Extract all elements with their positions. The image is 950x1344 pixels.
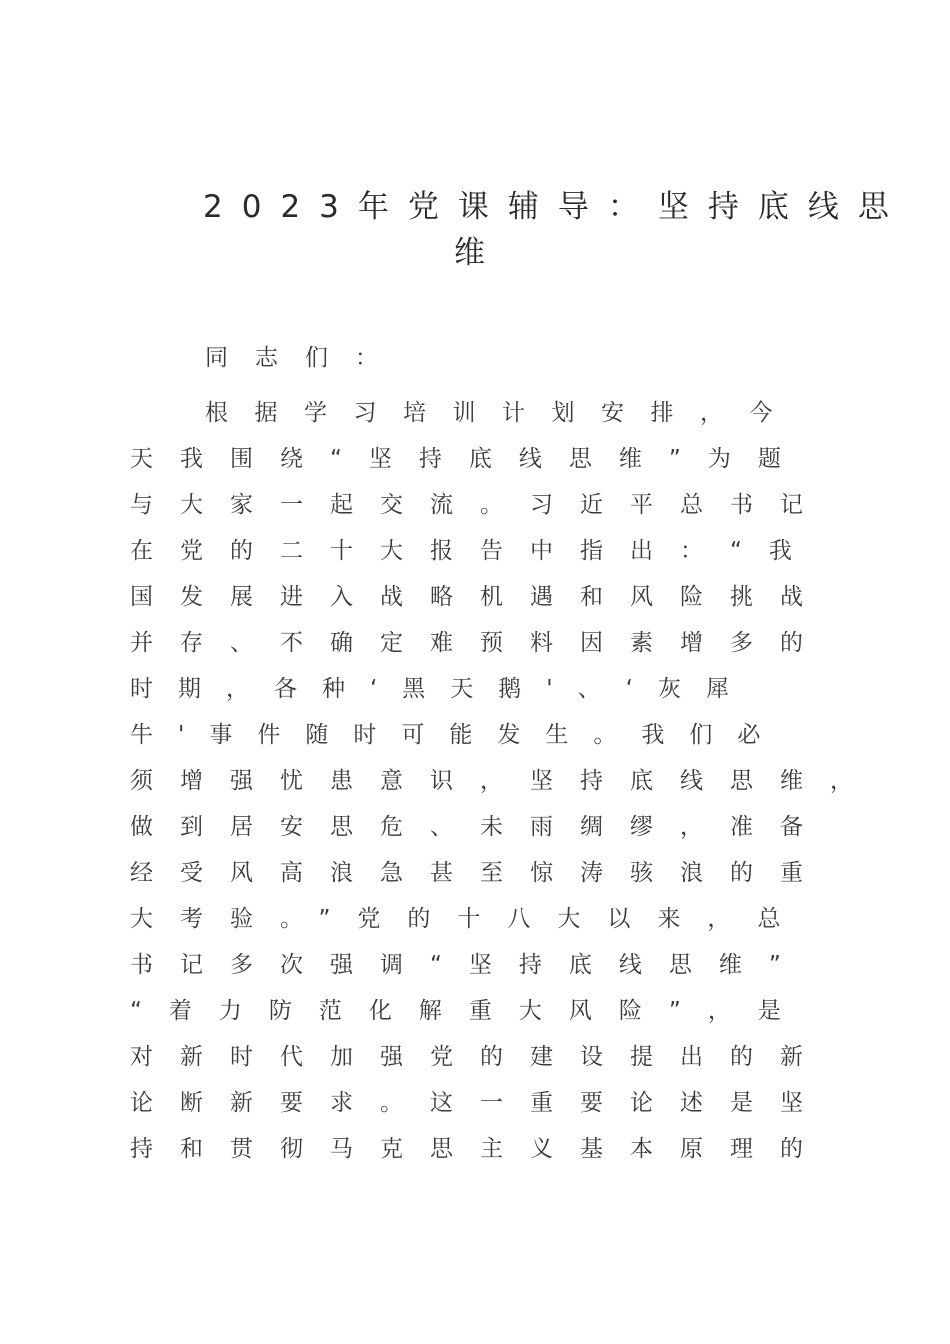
body-line <box>0 574 950 620</box>
body-line-text: 国发展进入战略机遇和风险挑战 <box>130 584 830 610</box>
title-line-1 <box>0 184 950 230</box>
body-line <box>0 850 950 896</box>
title-line-2 <box>0 230 950 276</box>
body-line-text: 天我围绕“坚持底线思维”为题 <box>130 446 808 472</box>
body-line-text: 书记多次强调“坚持底线思维” <box>130 952 808 978</box>
body-line-text: 论断新要求。这一重要论述是坚 <box>130 1090 830 1116</box>
body-line-text: 时期，各种‘黑天鹅'、‘灰犀 <box>130 676 754 702</box>
body-line <box>0 942 950 988</box>
title-text-1: 2023年党课辅导：坚持底线思 <box>203 189 908 225</box>
body-line-text: 根据学习培训计划安排，今 <box>205 400 799 426</box>
body-line <box>0 666 950 712</box>
body-line-text: 须增强忧患意识，坚持底线思维， <box>130 768 880 794</box>
body-line-text: 大考验。”党的十八大以来，总 <box>130 906 808 932</box>
body-line-text: “着力防范化解重大风险”，是 <box>130 998 808 1024</box>
body-line-text: 牛'事件随时可能发生。我们必 <box>130 722 786 748</box>
body-line-text: 做到居安思危、未雨绸缪，准备 <box>130 814 830 840</box>
body-line <box>0 620 950 666</box>
body-line <box>0 528 950 574</box>
body-line <box>0 482 950 528</box>
salutation-line <box>0 335 950 381</box>
body-line-text: 在党的二十大报告中指出：“我 <box>130 538 819 564</box>
body-line <box>0 758 950 804</box>
body-line-text: 对新时代加强党的建设提出的新 <box>130 1044 830 1070</box>
body-line <box>0 1080 950 1126</box>
salutation: 同志们： <box>205 345 405 371</box>
body-line <box>0 804 950 850</box>
body-line <box>0 712 950 758</box>
body-line-text: 与大家一起交流。习近平总书记 <box>130 492 830 518</box>
body-line-text: 并存、不确定难预料因素增多的 <box>130 630 830 656</box>
body-line <box>0 390 950 436</box>
body-line-text: 持和贯彻马克思主义基本原理的 <box>130 1136 830 1162</box>
body-line <box>0 436 950 482</box>
body-line <box>0 1126 950 1172</box>
body-line-text: 经受风高浪急甚至惊涛骇浪的重 <box>130 860 830 886</box>
title-text-2: 维 <box>454 235 485 271</box>
body-line <box>0 1034 950 1080</box>
body-line <box>0 988 950 1034</box>
body-line <box>0 896 950 942</box>
